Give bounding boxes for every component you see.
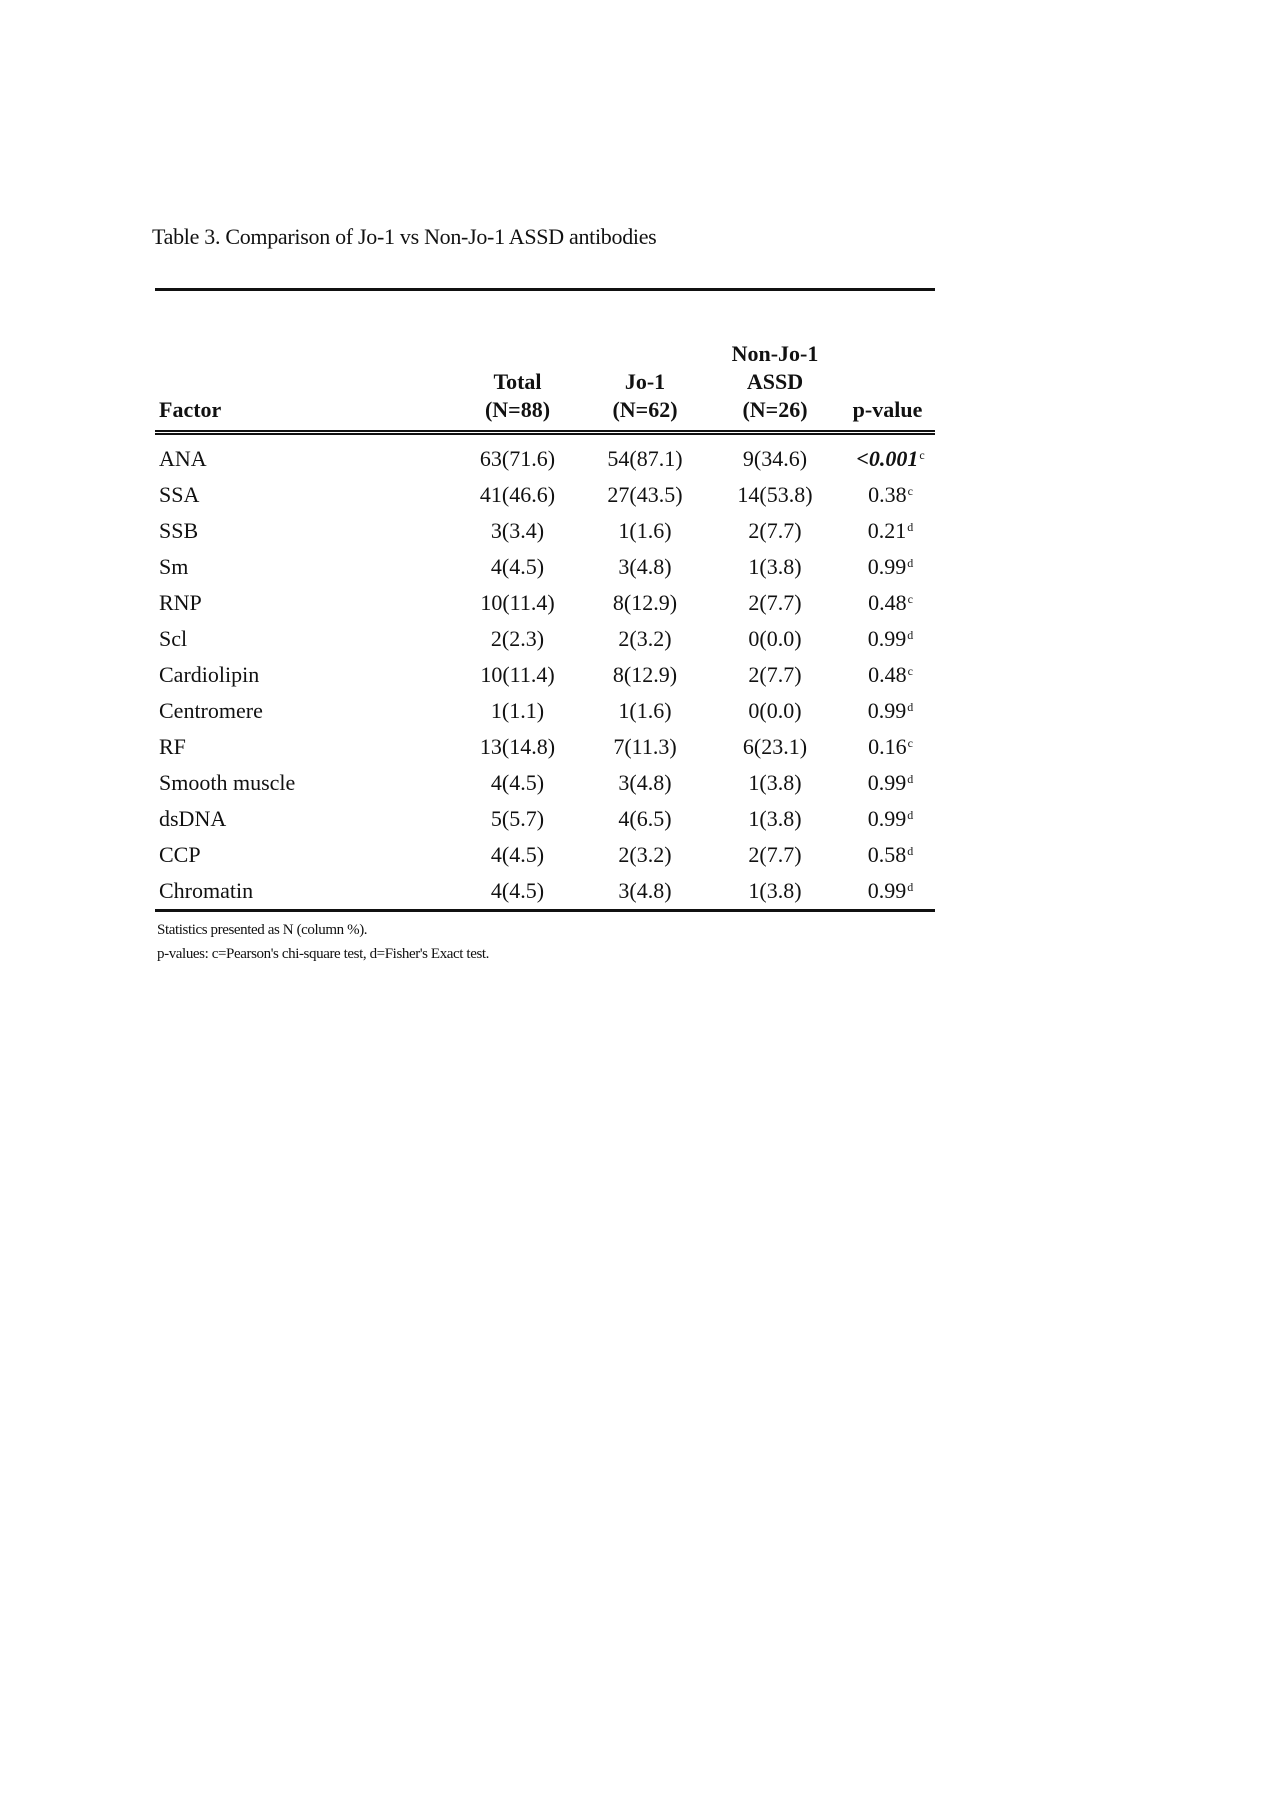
cell-non-jo1: 2(7.7) bbox=[748, 518, 802, 543]
cell-non-jo1: 0(0.0) bbox=[748, 626, 802, 651]
note-statistics: Statistics presented as N (column %). bbox=[157, 922, 368, 938]
table-row bbox=[155, 873, 935, 911]
cell-non-jo1: 2(7.7) bbox=[748, 842, 802, 867]
cell-p-value bbox=[840, 549, 935, 585]
table-row bbox=[155, 513, 935, 549]
p-value-test-marker: c bbox=[919, 448, 925, 462]
note-p-values: p-values: c=Pearson's chi-square test, d=Fisher's Exact test. bbox=[157, 946, 490, 962]
cell-factor: ANA bbox=[159, 446, 207, 471]
p-value-number: 0.38 bbox=[868, 482, 907, 507]
cell-jo1: 3(4.8) bbox=[580, 873, 710, 911]
cell-total: 4(4.5) bbox=[455, 873, 580, 911]
header-non-jo1-line-1: Non-Jo-1 bbox=[731, 341, 819, 366]
header-non-jo1-line-3: (N=26) bbox=[742, 397, 808, 422]
table-body bbox=[155, 433, 935, 911]
cell-total: 10(11.4) bbox=[480, 662, 555, 687]
cell-factor: RF bbox=[159, 734, 186, 759]
header-factor bbox=[155, 340, 455, 433]
cell-total: 13(14.8) bbox=[479, 734, 556, 759]
cell-non-jo1: 1(3.8) bbox=[748, 806, 802, 831]
cell-non-jo1: 1(3.8) bbox=[748, 770, 802, 795]
table-row bbox=[155, 693, 935, 729]
cell-factor: dsDNA bbox=[159, 806, 227, 831]
header-total bbox=[455, 340, 580, 433]
cell-jo1: 3(4.8) bbox=[618, 770, 672, 795]
cell-non-jo1: 6(23.1) bbox=[742, 734, 808, 759]
cell-factor: Sm bbox=[159, 554, 189, 579]
cell-factor: Scl bbox=[159, 626, 188, 651]
p-value-number: <0.001 bbox=[856, 446, 919, 471]
table-row bbox=[155, 549, 935, 585]
cell-jo1: 27(43.5) bbox=[607, 482, 683, 507]
cell-jo1: 8(12.9) bbox=[612, 662, 678, 687]
cell-total: 4(4.5) bbox=[490, 770, 545, 795]
cell-non-jo1: 14(53.8) bbox=[737, 482, 813, 507]
cell-p-value bbox=[840, 585, 935, 621]
cell-non-jo1: 2(7.7) bbox=[748, 590, 802, 615]
cell-factor: Centromere bbox=[159, 698, 263, 723]
cell-jo1: 1(1.6) bbox=[618, 698, 672, 723]
p-value-number: 0.99 bbox=[867, 698, 907, 723]
cell-non-jo1: 0(0.0) bbox=[748, 698, 802, 723]
cell-factor: Cardiolipin bbox=[159, 662, 260, 687]
cell-total: 3(3.4) bbox=[490, 518, 545, 543]
p-value-number: 0.48 bbox=[868, 662, 907, 687]
header-factor-label: Factor bbox=[159, 397, 222, 422]
p-value-number: 0.99 bbox=[867, 878, 907, 903]
cell-total: 5(5.7) bbox=[490, 806, 545, 831]
table-row bbox=[155, 729, 935, 765]
p-value-test-marker: d bbox=[907, 808, 914, 822]
cell-total: 10(11.4) bbox=[480, 590, 555, 615]
cell-p-value bbox=[840, 765, 935, 801]
cell-jo1: 1(1.6) bbox=[618, 518, 672, 543]
header-row bbox=[155, 340, 935, 433]
cell-p-value bbox=[840, 837, 935, 873]
table-caption: Table 3. Comparison of Jo-1 vs Non-Jo-1 ASSD antibodies bbox=[152, 224, 657, 249]
p-value-test-marker: d bbox=[907, 700, 914, 714]
table-row bbox=[155, 765, 935, 801]
cell-factor: RNP bbox=[159, 590, 202, 615]
p-value-test-marker: d bbox=[907, 556, 914, 570]
p-value-number: 0.16 bbox=[868, 734, 907, 759]
header-total-line-1: Total bbox=[493, 369, 542, 394]
cell-non-jo1: 1(3.8) bbox=[748, 554, 802, 579]
cell-p-value bbox=[840, 477, 935, 513]
header-p-value-label: p-value bbox=[852, 397, 923, 422]
p-value-number: 0.99 bbox=[867, 626, 907, 651]
cell-p-value bbox=[840, 693, 935, 729]
p-value-test-marker: c bbox=[907, 592, 913, 606]
cell-non-jo1: 9(34.6) bbox=[742, 446, 808, 471]
header-p-value bbox=[840, 340, 935, 433]
cell-p-value bbox=[840, 873, 935, 911]
p-value-number: 0.99 bbox=[867, 806, 907, 831]
table-row bbox=[155, 621, 935, 657]
table-top-rule bbox=[155, 288, 935, 291]
cell-total: 4(4.5) bbox=[490, 554, 545, 579]
table-row bbox=[155, 837, 935, 873]
p-value-number: 0.99 bbox=[867, 770, 907, 795]
p-value-test-marker: c bbox=[907, 664, 913, 678]
cell-factor: SSB bbox=[159, 518, 199, 543]
cell-jo1: 3(4.8) bbox=[618, 554, 672, 579]
cell-factor: CCP bbox=[159, 842, 201, 867]
cell-jo1: 7(11.3) bbox=[613, 734, 677, 759]
p-value-test-marker: d bbox=[907, 772, 914, 786]
table-row bbox=[155, 585, 935, 621]
cell-total: 4(4.5) bbox=[490, 842, 545, 867]
table-row bbox=[155, 477, 935, 513]
cell-p-value bbox=[840, 729, 935, 765]
p-value-test-marker: d bbox=[907, 880, 914, 894]
p-value-number: 0.58 bbox=[867, 842, 907, 867]
table-row bbox=[155, 433, 935, 478]
cell-factor: SSA bbox=[159, 482, 200, 507]
p-value-number: 0.48 bbox=[868, 590, 907, 615]
p-value-test-marker: c bbox=[907, 484, 913, 498]
cell-factor: Smooth muscle bbox=[159, 770, 296, 795]
header-total-line-2: (N=88) bbox=[484, 397, 551, 422]
cell-non-jo1: 1(3.8) bbox=[710, 873, 840, 911]
cell-total: 1(1.1) bbox=[490, 698, 545, 723]
cell-jo1: 2(3.2) bbox=[618, 842, 672, 867]
cell-total: 41(46.6) bbox=[479, 482, 556, 507]
cell-p-value bbox=[840, 657, 935, 693]
cell-factor: Chromatin bbox=[155, 873, 455, 911]
cell-total: 2(2.3) bbox=[490, 626, 545, 651]
header-non-jo1 bbox=[710, 340, 840, 433]
cell-p-value bbox=[840, 801, 935, 837]
table-row bbox=[155, 801, 935, 837]
table-notes bbox=[157, 918, 489, 966]
header-jo1-line-1: Jo-1 bbox=[624, 369, 666, 394]
cell-jo1: 4(6.5) bbox=[618, 806, 672, 831]
header-non-jo1-line-2: ASSD bbox=[746, 369, 804, 394]
p-value-test-marker: c bbox=[907, 736, 913, 750]
cell-p-value bbox=[840, 621, 935, 657]
cell-p-value bbox=[840, 433, 935, 478]
cell-jo1: 54(87.1) bbox=[607, 446, 683, 471]
header-jo1-line-2: (N=62) bbox=[612, 397, 678, 422]
table-row bbox=[155, 657, 935, 693]
p-value-number: 0.99 bbox=[867, 554, 907, 579]
cell-non-jo1: 2(7.7) bbox=[748, 662, 802, 687]
cell-jo1: 8(12.9) bbox=[612, 590, 678, 615]
p-value-test-marker: d bbox=[907, 520, 914, 534]
cell-p-value bbox=[840, 513, 935, 549]
antibody-comparison-table bbox=[155, 340, 935, 912]
table-header bbox=[155, 340, 935, 433]
p-value-test-marker: d bbox=[907, 628, 914, 642]
p-value-test-marker: d bbox=[907, 844, 914, 858]
cell-total: 63(71.6) bbox=[479, 446, 556, 471]
p-value-number: 0.21 bbox=[867, 518, 907, 543]
header-jo1 bbox=[580, 340, 710, 433]
cell-jo1: 2(3.2) bbox=[618, 626, 672, 651]
